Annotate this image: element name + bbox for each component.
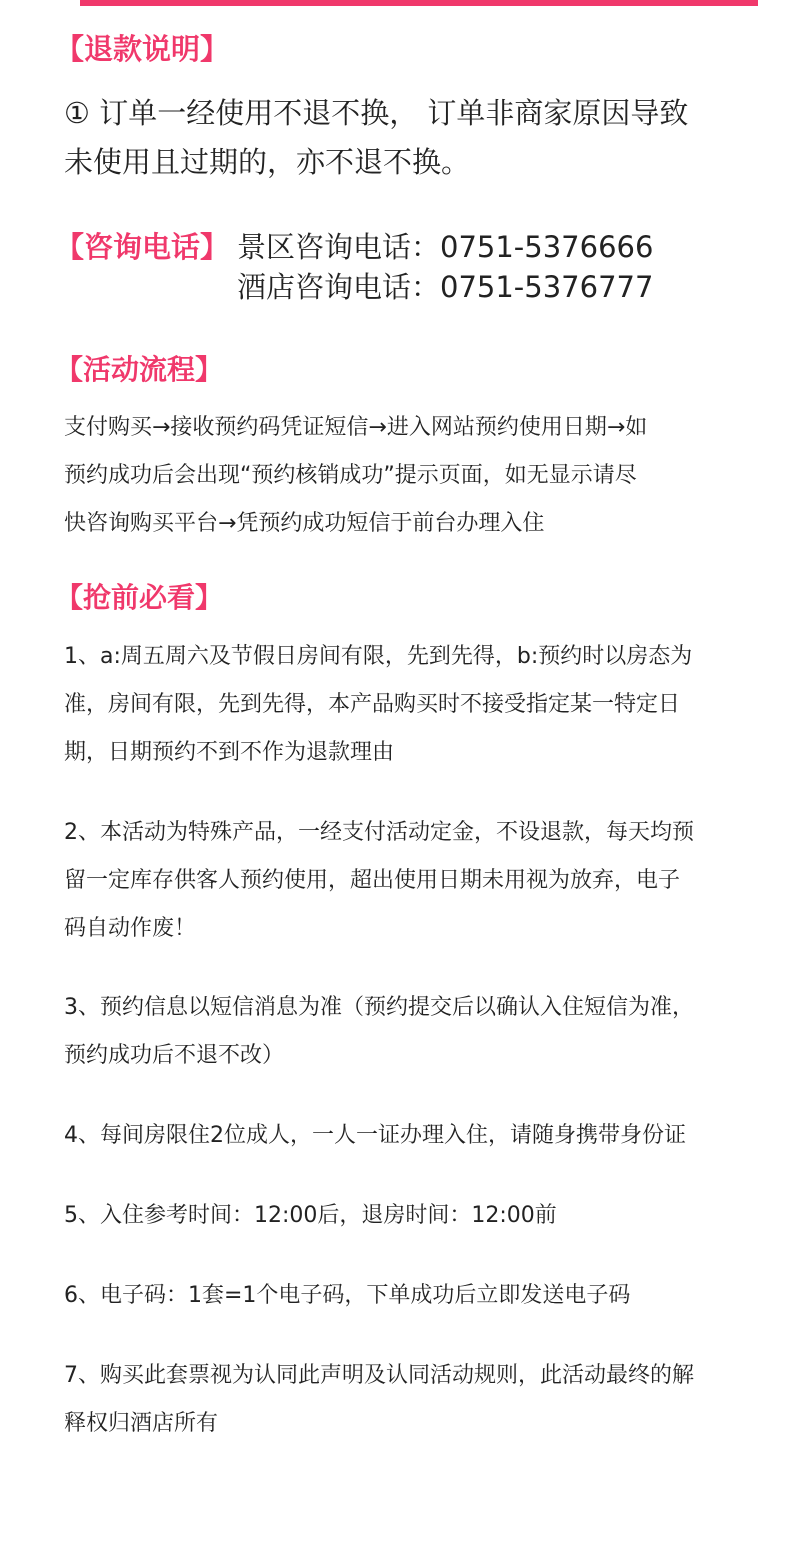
notice-item-1-line-1: 1、a:周五周六及节假日房间有限，先到先得，b:预约时以房态为 xyxy=(64,644,693,669)
notice-item-3-line-1: 3、预约信息以短信消息为准（预约提交后以确认入住短信为准， xyxy=(64,995,694,1020)
top-accent-bar xyxy=(80,0,758,6)
refund-heading: 【退款说明】 xyxy=(55,32,230,66)
notice-item-4-line-1: 4、每间房限住2位成人，一人一证办理入住，请随身携带身份证 xyxy=(64,1123,686,1148)
process-line-1: 支付购买→接收预约码凭证短信→进入网站预约使用日期→如 xyxy=(64,415,648,440)
notice-heading: 【抢前必看】 xyxy=(55,581,224,614)
process-line-2: 预约成功后会出现“预约核销成功”提示页面，如无显示请尽 xyxy=(64,463,637,488)
notice-item-5-line-1: 5、入住参考时间：12:00后，退房时间：12:00前 xyxy=(64,1203,557,1228)
notice-item-1-line-3: 期，日期预约不到不作为退款理由 xyxy=(64,740,395,765)
process-heading: 【活动流程】 xyxy=(55,353,224,386)
notice-item-3-line-2: 预约成功后不退不改） xyxy=(64,1043,285,1068)
notice-item-6-line-1: 6、电子码：1套=1个电子码，下单成功后立即发送电子码 xyxy=(64,1283,631,1308)
hotel-phone: 酒店咨询电话：0751-5376777 xyxy=(237,270,654,304)
notice-item-2-line-2: 留一定库存供客人预约使用，超出使用日期未用视为放弃，电子 xyxy=(64,868,681,893)
refund-line-2: 未使用且过期的，亦不退不换。 xyxy=(64,145,471,179)
notice-item-2-line-3: 码自动作废！ xyxy=(64,916,197,941)
process-line-3: 快咨询购买平台→凭预约成功短信于前台办理入住 xyxy=(64,511,545,536)
refund-line-1: ① 订单一经使用不退不换， 订单非商家原因导致 xyxy=(64,96,689,130)
notice-item-7-line-2: 释权归酒店所有 xyxy=(64,1411,219,1436)
notice-item-7-line-1: 7、购买此套票视为认同此声明及认同活动规则，此活动最终的解 xyxy=(64,1363,694,1388)
contact-heading: 【咨询电话】 xyxy=(55,230,230,264)
notice-item-1-line-2: 准，房间有限，先到先得，本产品购买时不接受指定某一特定日 xyxy=(64,692,681,717)
scenic-phone: 景区咨询电话：0751-5376666 xyxy=(237,230,654,264)
notice-item-2-line-1: 2、本活动为特殊产品，一经支付活动定金，不设退款，每天均预 xyxy=(64,820,694,845)
